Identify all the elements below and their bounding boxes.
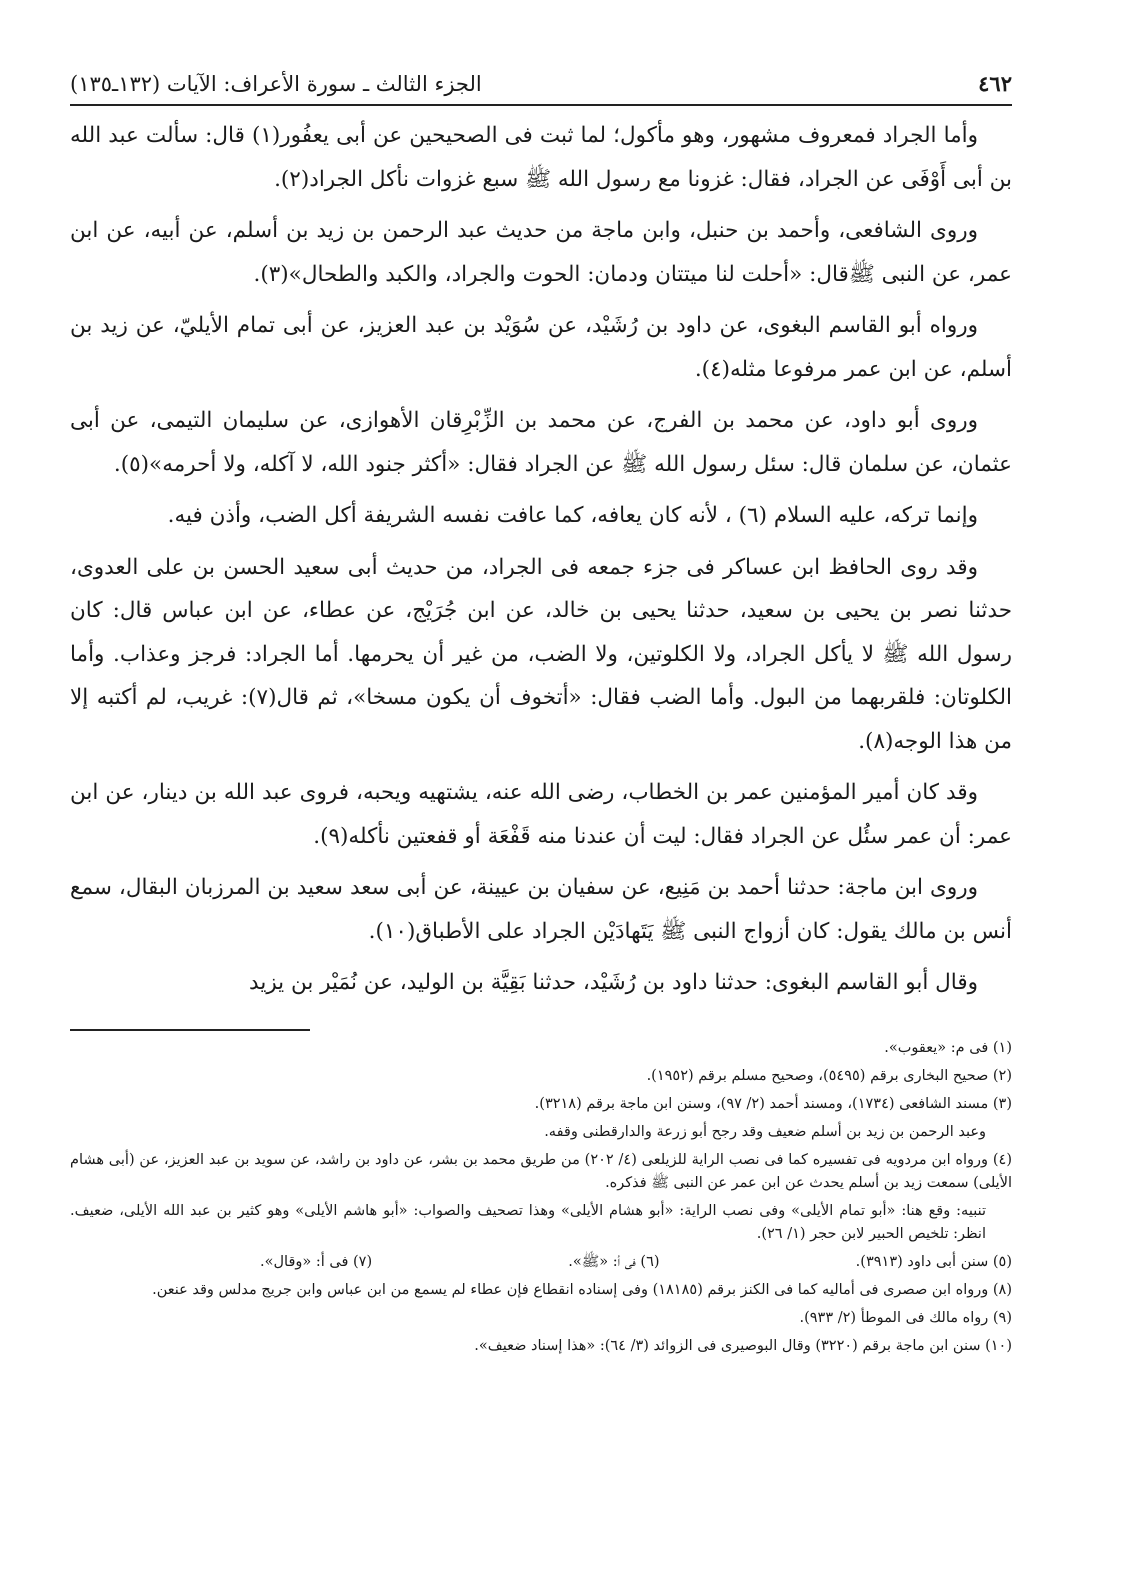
footnote-note: تنبيه: وقع هنا: «أبو تمام الأيلى» وفى نصب الراية: «أبو هشام الأيلى» وهذا تصحيف والصواب: «أبو هاشم الأيلى» وهو كثير بن عبد الله الأيلى، ضعيف. انظر: تلخيص الحبير لابن حجر (١/ ٢٦). <box>70 1202 986 1242</box>
running-header <box>70 70 1012 106</box>
paragraph: وقال أبو القاسم البغوى: حدثنا داود بن رُشَيْد، حدثنا بَقِيَّة بن الوليد، عن نُمَيْر بن يزيد <box>249 970 978 995</box>
footnote-separator <box>70 1029 310 1031</box>
footnote: (٢) صحيح البخارى برقم (٥٤٩٥)، وصحيح مسلم برقم (١٩٥٢). <box>646 1067 1012 1084</box>
footnote: (٨) ورواه ابن صصرى فى أماليه كما فى الكنز برقم (١٨١٨٥) وفى إسناده انقطاع فإن عطاء لم يسمع من ابن عباس وابن جريج مدلس وقد عنعن. <box>152 1281 1012 1298</box>
footnote: (٥) سنن أبى داود (٣٩١٣). <box>855 1253 1012 1270</box>
footnote-row <box>70 1251 1012 1274</box>
main-text <box>70 114 1012 1005</box>
footnote: (٩) رواه مالك فى الموطأ (٢/ ٩٣٣). <box>799 1309 1012 1326</box>
footnote: (١) فى م: «يعقوب». <box>884 1039 1012 1056</box>
page-number: ٤٦٢ <box>978 71 1012 96</box>
paragraph: وروى ابن ماجة: حدثنا أحمد بن مَنِيع، عن سفيان بن عيينة، عن أبى سعد سعيد بن المرزبان البقال، سمع أنس بن مالك يقول: كان أزواج النبى ﷺ يَتَهادَيْن الجراد على الأطباق(١٠). <box>70 875 1012 944</box>
paragraph: وروى الشافعى، وأحمد بن حنبل، وابن ماجة من حديث عبد الرحمن بن زيد بن أسلم، عن أبيه، عن ابن عمر، عن النبى ﷺقال: «أحلت لنا ميتتان ودمان: الحوت والجراد، والكبد والطحال»(٣). <box>70 218 1012 287</box>
footnote: (٤) ورواه ابن مردويه فى تفسيره كما فى نصب الراية للزيلعى (٤/ ٢٠٢) من طريق محمد بن بشر، عن داود بن راشد، عن سويد بن عبد العزيز، عن (أبى هشام الأيلى) سمعت زيد بن أسلم يحدث عن ابن عمر عن النبى ﷺ فذكره. <box>70 1151 1012 1191</box>
paragraph: وقد روى الحافظ ابن عساكر فى جزء جمعه فى الجراد، من حديث أبى سعيد الحسن بن على العدوى، حدثنا نصر بن يحيى بن سعيد، حدثنا يحيى بن خالد، عن ابن جُرَيْج، عن عطاء، عن ابن عباس قال: كان رسول الله ﷺ لا يأكل الجراد، ولا الكلوتين، ولا الضب، من غير أن يحرمها. أما الجراد: فرجز وعذاب. وأما الكلوتان: فلقربهما من البول. وأما الضب فقال: «أتخوف أن يكون مسخا»، ثم قال(٧): غريب، لم أكتبه إلا من هذا الوجه(٨). <box>70 554 1013 754</box>
footnote: (٧) فى أ: «وقال». <box>260 1253 373 1270</box>
paragraph: وقد كان أمير المؤمنين عمر بن الخطاب، رضى الله عنه، يشتهيه ويحبه، فروى عبد الله بن دينار، عن ابن عمر: أن عمر سئُل عن الجراد فقال: ليت أن عندنا منه قَفْعَة أو قفعتين نأكله(٩). <box>70 780 1012 849</box>
footnotes <box>70 1037 1012 1358</box>
paragraph: وأما الجراد فمعروف مشهور، وهو مأكول؛ لما ثبت فى الصحيحين عن أبى يعفُور(١) قال: سألت عبد الله بن أبى أَوْفَى عن الجراد، فقال: غزونا مع رسول الله ﷺ سبع غزوات نأكل الجراد(٢). <box>70 123 1012 192</box>
paragraph: وإنما تركه، عليه السلام (٦) ، لأنه كان يعافه، كما عافت نفسه الشريفة أكل الضب، وأذن فيه. <box>167 503 978 528</box>
footnote-continuation: وعبد الرحمن بن زيد بن أسلم ضعيف وقد رجح أبو زرعة والدارقطنى وقفه. <box>544 1123 986 1140</box>
running-title: الجزء الثالث ـ سورة الأعراف: الآيات (١٣٢ـ١٣٥) <box>70 72 482 96</box>
footnote: (١٠) سنن ابن ماجة برقم (٣٢٢٠) وقال البوصيرى فى الزوائد (٣/ ٦٤): «هذا إسناد ضعيف». <box>474 1337 1012 1354</box>
footnote: (٦) فى أ: «ﷺ». <box>568 1253 660 1270</box>
footnote: (٣) مسند الشافعى (١٧٣٤)، ومسند أحمد (٢/ ٩٧)، وسنن ابن ماجة برقم (٣٢١٨). <box>534 1095 1012 1112</box>
paragraph: ورواه أبو القاسم البغوى، عن داود بن رُشَيْد، عن سُوَيْد بن عبد العزيز، عن أبى تمام الأيليّ، عن زيد بن أسلم، عن ابن عمر مرفوعا مثله(٤). <box>70 313 1012 382</box>
paragraph: وروى أبو داود، عن محمد بن الفرج، عن محمد بن الزِّبْرِقان الأهوازى، عن سليمان التيمى، عن أبى عثمان، عن سلمان قال: سئل رسول الله ﷺ عن الجراد فقال: «أكثر جنود الله، لا آكله، ولا أحرمه»(٥). <box>70 408 1012 477</box>
